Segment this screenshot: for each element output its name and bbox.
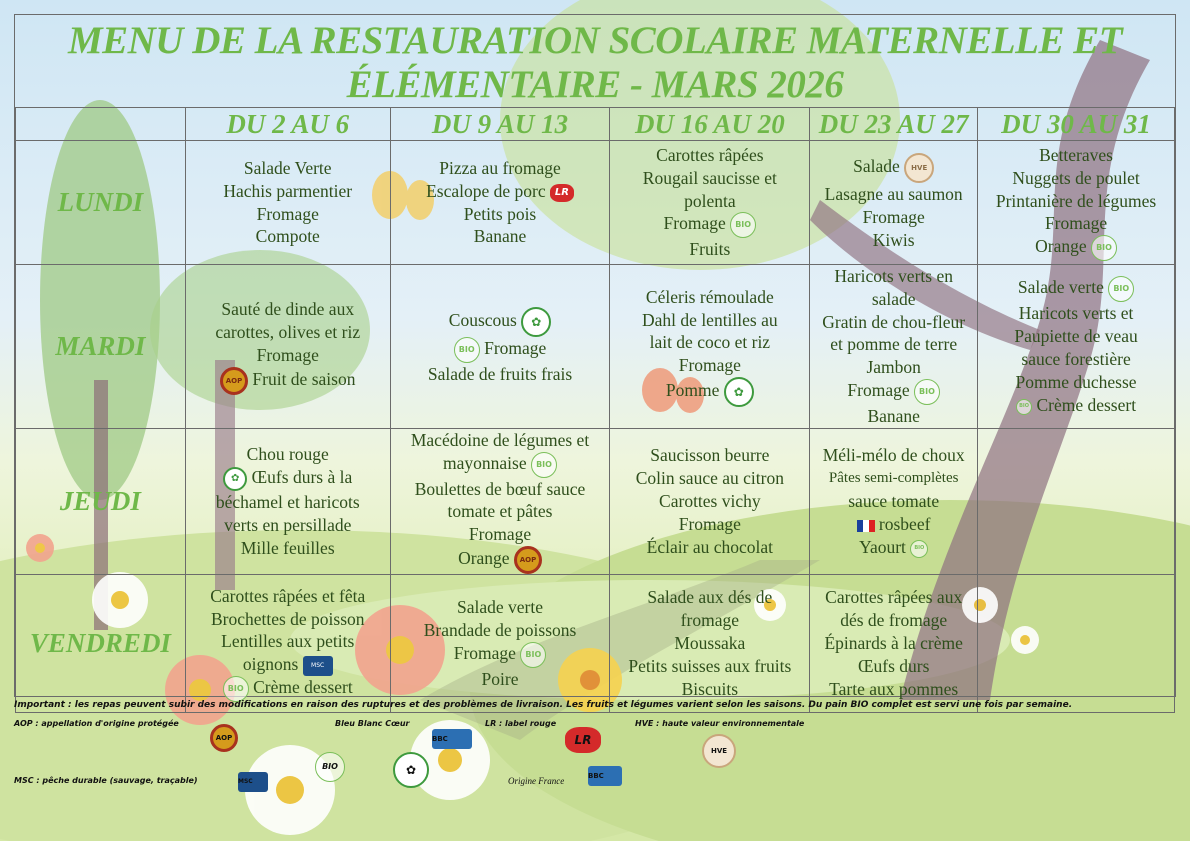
bio-icon: BIO [910,540,928,558]
week-header: DU 23 AU 27 [810,108,978,141]
dish: Petits suisses aux fruits [628,655,792,676]
dish: Salade aux dés de [647,587,773,608]
dish: Carottes vichy [659,490,761,511]
bio-icon: BIO [1108,276,1134,302]
label-rouge-icon: LR [550,184,574,202]
dish: rosbeef [810,513,977,536]
aop-icon: AOP [210,724,238,752]
menu-cell [610,265,810,429]
dish: Pomme duchesse [1015,371,1137,392]
bio-icon: BIO [914,379,940,405]
dish: carottes, olives et riz [215,321,361,342]
menu-cell-empty [978,428,1175,574]
menu-cell [185,265,390,429]
menu-cell [390,574,610,712]
dish: Fromage BIO [610,212,809,238]
dish: Nuggets de poulet [1012,167,1140,188]
dish: Salade verte [457,597,544,618]
dish: Fromage BIO [391,642,610,668]
dish: Sauté de dinde aux [221,299,355,320]
dish: Lasagne au saumon [824,184,963,205]
page-title [15,15,1175,107]
dish: Gratin de chou-fleur [822,311,966,332]
dish: Méli-mélo de choux [822,445,965,466]
menu-cell [810,265,978,429]
ecolabel-leaf-icon: ✿ [724,377,754,407]
menu-cell [810,141,978,265]
dish: Rougail saucisse et [642,167,777,188]
bio-icon: BIO [454,337,480,363]
dish: Printanière de légumes [995,190,1157,211]
aop-icon: AOP [514,546,542,574]
dish: Brochettes de poisson [210,608,365,629]
dish: Jambon [866,357,921,378]
menu-cell [610,428,810,574]
menu-cell-empty [978,574,1175,712]
dish: Escalope de porc LR [391,180,610,203]
dish: Poire [481,668,519,689]
legend-msc-text: MSC : pêche durable (sauvage, traçable) [14,776,198,785]
dish: Fromage [678,513,741,534]
dish: Haricots verts en [834,266,953,286]
dish: verts en persillade [224,514,352,535]
bio-icon: BIO [520,642,546,668]
dish: Orange AOP [391,546,610,574]
dish: AOP Fruit de saison [186,367,390,395]
legend-lr-text: LR : label rouge [485,719,557,728]
day-label: LUNDI [16,141,186,265]
legend-hve-text: HVE : haute valeur environnementale [635,719,805,728]
day-row-jeudi [16,428,1175,574]
dish: Fromage [468,524,532,545]
dish: Épinards à la crème [824,633,963,654]
dish: fromage [680,610,739,631]
dish: Colin sauce au citron [635,468,784,489]
dish: Betteraves [1039,144,1113,165]
dish: sauce tomate [848,490,940,511]
bio-icon: BIO [531,452,557,478]
legend-aop-text: AOP : appellation d'origine protégée [14,719,179,728]
bio-icon: BIO [315,752,345,782]
dish: Orange BIO [978,235,1174,261]
menu-cell [185,428,390,574]
dish: Brandade de poissons [423,620,577,641]
dish: Paupiette de veau [1014,326,1138,347]
dish: Salade Verte [243,157,332,178]
dish: Saucisson beurre [650,445,770,466]
dish: Dahl de lentilles au [642,309,778,330]
bio-icon: BIO [223,676,249,702]
dish: dés de fromage [840,610,948,631]
week-header: DU 30 AU 31 [978,108,1175,141]
dish: Compote [255,226,320,247]
dish: Pâtes semi-complètes [828,470,959,487]
menu-cell [610,574,810,712]
week-header-row [16,108,1175,141]
bio-icon: BIO [1016,399,1032,415]
legend-bbc-text: Bleu Blanc Cœur [335,719,410,728]
menu-cell [390,141,610,265]
msc-icon: MSC [238,772,268,792]
dish: polenta [684,190,736,211]
msc-icon: MSC [303,656,333,676]
dish: Céleris rémoulade [645,286,774,307]
dish: Yaourt BIO [810,536,977,559]
dish: Fromage BIO [810,379,977,405]
dish: BIO Fromage [391,337,610,363]
week-header: DU 2 AU 6 [185,108,390,141]
title-line-1: MENU DE LA RESTAURATION SCOLAIRE MATERNELLE ET [67,19,1123,62]
menu-cell [810,574,978,712]
bio-icon: BIO [730,212,756,238]
title-line-2: ÉLÉMENTAIRE - MARS 2026 [346,63,844,106]
france-flag-icon [857,520,875,532]
dish: Salade HVE [810,153,977,183]
dish: mayonnaise BIO [391,452,610,478]
dish: Biscuits [681,678,739,699]
dish: Fromage [862,207,925,228]
dish: BIO Crème dessert [186,676,390,702]
dish: Pomme ✿ [610,377,809,407]
dish: Pizza au fromage [439,157,561,178]
menu-table [15,107,1175,713]
dish: Kiwis [872,229,915,250]
dish: Fromage [678,355,741,376]
corner-cell [16,108,186,141]
aop-icon: AOP [220,367,248,395]
menu-cell [185,574,390,712]
week-header: DU 16 AU 20 [610,108,810,141]
dish: Carottes râpées et fêta [210,585,366,606]
dish: salade [871,288,916,309]
dish: ✿ Œufs durs à la [186,466,390,491]
dish: Fruits [689,239,731,260]
dish: Macédoine de légumes et [410,429,590,450]
dish: et pomme de terre [830,334,958,355]
dish: Salade de fruits frais [427,363,573,384]
menu-cell [390,265,610,429]
label-rouge-icon: LR [565,727,601,753]
bio-icon: BIO [1091,235,1117,261]
dish: Haricots verts et [1018,303,1134,324]
day-row-vendredi [16,574,1175,712]
menu-cell [978,265,1175,429]
bleu-blanc-coeur-icon: BBC [432,729,472,749]
dish: Chou rouge [246,444,329,465]
menu-cell [185,141,390,265]
dish: Lentilles aux petits [221,631,355,652]
day-label: JEUDI [16,428,186,574]
dish: Éclair au chocolat [646,536,773,557]
menu-board [14,14,1176,697]
dish: Fromage [1044,213,1108,234]
dish: Boulettes de bœuf sauce [414,478,586,499]
day-row-lundi [16,141,1175,265]
dish: BIO Crème dessert [978,394,1174,417]
dish: Hachis parmentier [223,180,353,201]
dish: lait de coco et riz [649,332,771,353]
hve-icon: HVE [904,153,934,183]
day-label: MARDI [16,265,186,429]
dish: béchamel et haricots [215,492,360,513]
dish: Carottes râpées aux [825,587,963,608]
dish: Salade verte BIO [978,276,1174,302]
dish: sauce forestière [1021,348,1131,369]
dish: Petits pois [463,203,537,224]
day-label: VENDREDI [16,574,186,712]
legend-origine-text: Origine France [508,776,565,786]
dish: tomate et pâtes [447,501,553,522]
dish: Banane [473,226,527,247]
dish: Moussaka [674,633,746,654]
menu-cell [978,141,1175,265]
hve-icon: HVE [702,734,736,768]
important-note: Important : les repas peuvent subir des modifications en raison des ruptures et des problèmes de livraison. Les fruits et légumes varient selon les saisons. Du pain BIO complet est servi une fois par semaine. [14,700,1073,710]
origine-france-icon: BBC [588,766,622,786]
dish: oignons MSC [186,653,390,676]
dish: Carottes râpées [656,144,764,165]
menu-cell [390,428,610,574]
menu-cell [610,141,810,265]
dish: Mille feuilles [240,537,335,558]
dish: Banane [867,405,920,426]
week-header: DU 9 AU 13 [390,108,610,141]
dish: Œufs durs [857,655,930,676]
dish: Fromage [256,203,319,224]
dish: Tarte aux pommes [829,678,959,699]
menu-cell [810,428,978,574]
dish: Couscous ✿ [391,307,610,337]
ecolabel-leaf-icon: ✿ [521,307,551,337]
day-row-mardi [16,265,1175,429]
ecolabel-leaf-icon: ✿ [223,467,247,491]
ecolabel-leaf-icon: ✿ [393,752,429,788]
dish: Fromage [256,344,319,365]
